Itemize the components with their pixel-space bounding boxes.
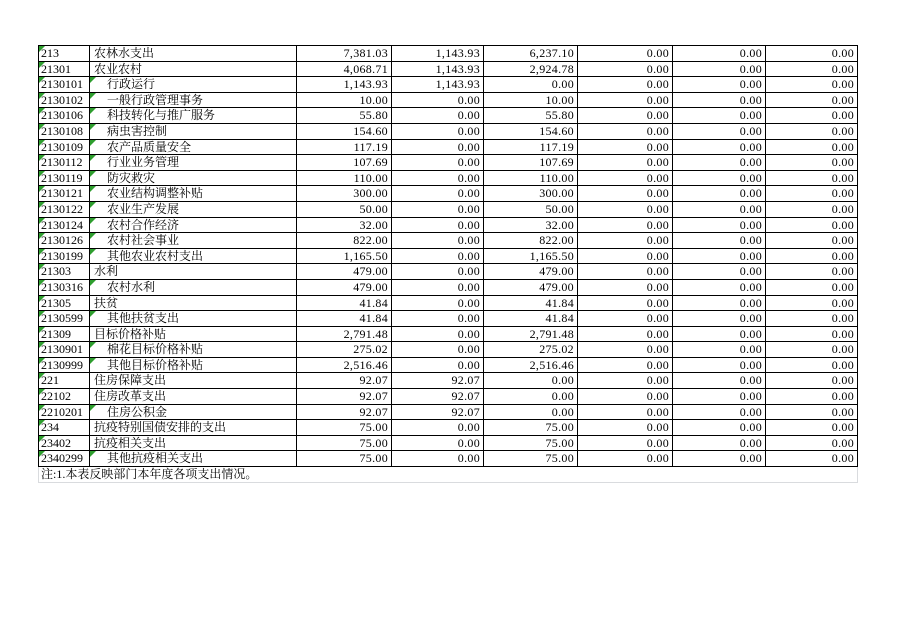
amount-cell[interactable]: 0.00 [392, 358, 484, 374]
amount-cell[interactable]: 275.02 [484, 342, 578, 358]
amount-cell[interactable]: 2,924.78 [484, 62, 578, 78]
excel-error-triangle-icon [39, 62, 45, 68]
code-cell[interactable]: 2130999 [39, 358, 90, 374]
table-row [39, 218, 858, 234]
excel-error-triangle-icon [39, 93, 45, 99]
amount-cell[interactable]: 0.00 [766, 202, 858, 218]
amount-cell[interactable]: 0.00 [766, 93, 858, 109]
excel-error-triangle-icon [90, 140, 96, 146]
amount-cell[interactable]: 107.69 [484, 155, 578, 171]
amount-cell[interactable]: 92.07 [297, 389, 392, 405]
amount-cell[interactable]: 0.00 [673, 233, 766, 249]
amount-cell[interactable]: 7,381.03 [297, 46, 392, 62]
excel-error-triangle-icon [90, 171, 96, 177]
amount-cell[interactable]: 0.00 [673, 77, 766, 93]
code-cell[interactable]: 21303 [39, 264, 90, 280]
amount-cell[interactable]: 0.00 [673, 202, 766, 218]
excel-error-triangle-icon [39, 233, 45, 239]
code-cell[interactable]: 21301 [39, 62, 90, 78]
amount-cell[interactable]: 0.00 [484, 373, 578, 389]
code-cell[interactable]: 2130106 [39, 108, 90, 124]
code-cell[interactable]: 23402 [39, 436, 90, 452]
excel-error-triangle-icon [90, 311, 96, 317]
excel-error-triangle-icon [90, 108, 96, 114]
excel-error-triangle-icon [39, 249, 45, 255]
item-name-cell[interactable]: 农业生产发展 [90, 202, 297, 218]
amount-cell[interactable]: 0.00 [392, 451, 484, 467]
amount-cell[interactable]: 0.00 [766, 62, 858, 78]
item-name-cell[interactable]: 农村社会事业 [90, 233, 297, 249]
excel-error-triangle-icon [39, 296, 45, 302]
amount-cell[interactable]: 55.80 [297, 108, 392, 124]
excel-error-triangle-icon [90, 405, 96, 411]
amount-cell[interactable]: 0.00 [392, 420, 484, 436]
code-cell[interactable]: 221 [39, 373, 90, 389]
amount-cell[interactable]: 479.00 [297, 264, 392, 280]
excel-error-triangle-icon [39, 264, 45, 270]
amount-cell[interactable]: 0.00 [578, 405, 673, 421]
amount-cell[interactable]: 0.00 [484, 405, 578, 421]
item-name-cell[interactable]: 水利 [90, 264, 297, 280]
amount-cell[interactable]: 0.00 [766, 264, 858, 280]
excel-error-triangle-icon [90, 249, 96, 255]
amount-cell[interactable]: 1,143.93 [392, 46, 484, 62]
excel-error-triangle-icon [90, 233, 96, 239]
amount-cell[interactable]: 0.00 [766, 218, 858, 234]
amount-cell[interactable]: 0.00 [392, 93, 484, 109]
code-cell[interactable]: 2210201 [39, 405, 90, 421]
item-name-cell[interactable]: 农林水支出 [90, 46, 297, 62]
item-name-cell[interactable]: 防灾救灾 [90, 171, 297, 187]
amount-cell[interactable]: 0.00 [673, 342, 766, 358]
amount-cell[interactable]: 1,165.50 [484, 249, 578, 265]
amount-cell[interactable]: 0.00 [392, 342, 484, 358]
amount-cell[interactable]: 0.00 [578, 436, 673, 452]
amount-cell[interactable]: 0.00 [673, 296, 766, 312]
amount-cell[interactable]: 0.00 [673, 249, 766, 265]
amount-cell[interactable]: 0.00 [392, 108, 484, 124]
amount-cell[interactable]: 50.00 [297, 202, 392, 218]
amount-cell[interactable]: 117.19 [484, 140, 578, 156]
excel-error-triangle-icon [39, 77, 45, 83]
excel-error-triangle-icon [90, 93, 96, 99]
amount-cell[interactable]: 0.00 [392, 296, 484, 312]
item-name-cell[interactable]: 其他农业农村支出 [90, 249, 297, 265]
amount-cell[interactable]: 1,143.93 [392, 77, 484, 93]
amount-cell[interactable]: 0.00 [673, 218, 766, 234]
code-cell[interactable]: 2130199 [39, 249, 90, 265]
item-name-cell[interactable]: 农业结构调整补贴 [90, 186, 297, 202]
amount-cell[interactable]: 75.00 [297, 436, 392, 452]
amount-cell[interactable]: 0.00 [673, 140, 766, 156]
amount-cell[interactable]: 0.00 [673, 93, 766, 109]
excel-error-triangle-icon [39, 420, 45, 426]
table-footnote[interactable]: 注:1.本表反映部门本年度各项支出情况。 [38, 467, 858, 483]
amount-cell[interactable]: 92.07 [392, 405, 484, 421]
amount-cell[interactable]: 0.00 [578, 373, 673, 389]
amount-cell[interactable]: 107.69 [297, 155, 392, 171]
amount-cell[interactable]: 32.00 [297, 218, 392, 234]
amount-cell[interactable]: 0.00 [766, 186, 858, 202]
amount-cell[interactable]: 0.00 [392, 124, 484, 140]
item-name-cell[interactable]: 抗疫特别国债安排的支出 [90, 420, 297, 436]
amount-cell[interactable]: 50.00 [484, 202, 578, 218]
item-name-cell[interactable]: 目标价格补贴 [90, 327, 297, 343]
amount-cell[interactable]: 92.07 [392, 373, 484, 389]
table-row [39, 93, 858, 109]
amount-cell[interactable]: 0.00 [578, 77, 673, 93]
amount-cell[interactable]: 4,068.71 [297, 62, 392, 78]
amount-cell[interactable]: 0.00 [673, 311, 766, 327]
excel-error-triangle-icon [39, 140, 45, 146]
amount-cell[interactable]: 0.00 [578, 93, 673, 109]
amount-cell[interactable]: 0.00 [673, 327, 766, 343]
amount-cell[interactable]: 0.00 [766, 171, 858, 187]
table-row [39, 202, 858, 218]
amount-cell[interactable]: 479.00 [484, 280, 578, 296]
item-name-cell[interactable]: 行业业务管理 [90, 155, 297, 171]
amount-cell[interactable]: 0.00 [484, 77, 578, 93]
amount-cell[interactable]: 0.00 [673, 171, 766, 187]
table-row [39, 296, 858, 312]
amount-cell[interactable]: 1,143.93 [392, 62, 484, 78]
amount-cell[interactable]: 117.19 [297, 140, 392, 156]
amount-cell[interactable]: 0.00 [673, 264, 766, 280]
item-name-cell[interactable]: 农产品质量安全 [90, 140, 297, 156]
table-row [39, 358, 858, 374]
item-name-cell[interactable]: 农村合作经济 [90, 218, 297, 234]
amount-cell[interactable]: 275.02 [297, 342, 392, 358]
table-row [39, 108, 858, 124]
excel-error-triangle-icon [90, 342, 96, 348]
amount-cell[interactable]: 110.00 [484, 171, 578, 187]
amount-cell[interactable]: 0.00 [578, 389, 673, 405]
code-cell[interactable]: 2130109 [39, 140, 90, 156]
code-cell[interactable]: 2130119 [39, 171, 90, 187]
amount-cell[interactable]: 0.00 [766, 155, 858, 171]
table-row [39, 405, 858, 421]
item-name-cell[interactable]: 其他抗疫相关支出 [90, 451, 297, 467]
amount-cell[interactable]: 0.00 [578, 327, 673, 343]
table-row [39, 280, 858, 296]
amount-cell[interactable]: 0.00 [766, 342, 858, 358]
code-cell[interactable]: 2340299 [39, 451, 90, 467]
amount-cell[interactable]: 92.07 [297, 405, 392, 421]
amount-cell[interactable]: 2,791.48 [484, 327, 578, 343]
excel-error-triangle-icon [90, 451, 96, 457]
amount-cell[interactable]: 0.00 [392, 140, 484, 156]
amount-cell[interactable]: 0.00 [766, 77, 858, 93]
table-row [39, 389, 858, 405]
excel-error-triangle-icon [39, 436, 45, 442]
excel-error-triangle-icon [90, 124, 96, 130]
amount-cell[interactable]: 0.00 [766, 373, 858, 389]
amount-cell[interactable]: 0.00 [578, 186, 673, 202]
excel-error-triangle-icon [39, 342, 45, 348]
item-name-cell[interactable]: 其他扶贫支出 [90, 311, 297, 327]
amount-cell[interactable]: 0.00 [673, 373, 766, 389]
code-cell[interactable]: 21309 [39, 327, 90, 343]
amount-cell[interactable]: 0.00 [578, 311, 673, 327]
amount-cell[interactable]: 0.00 [766, 296, 858, 312]
amount-cell[interactable]: 0.00 [578, 296, 673, 312]
amount-cell[interactable]: 75.00 [484, 436, 578, 452]
item-name-cell[interactable]: 行政运行 [90, 77, 297, 93]
amount-cell[interactable]: 0.00 [766, 311, 858, 327]
amount-cell[interactable]: 0.00 [766, 389, 858, 405]
amount-cell[interactable]: 0.00 [766, 124, 858, 140]
amount-cell[interactable]: 0.00 [673, 280, 766, 296]
code-cell[interactable]: 213 [39, 46, 90, 62]
amount-cell[interactable]: 75.00 [297, 420, 392, 436]
amount-cell[interactable]: 0.00 [578, 358, 673, 374]
excel-error-triangle-icon [90, 77, 96, 83]
excel-error-triangle-icon [90, 218, 96, 224]
excel-error-triangle-icon [39, 451, 45, 457]
amount-cell[interactable]: 0.00 [392, 436, 484, 452]
amount-cell[interactable]: 0.00 [578, 202, 673, 218]
table-row [39, 249, 858, 265]
code-cell[interactable]: 21305 [39, 296, 90, 312]
amount-cell[interactable]: 41.84 [297, 296, 392, 312]
amount-cell[interactable]: 0.00 [578, 140, 673, 156]
amount-cell[interactable]: 32.00 [484, 218, 578, 234]
amount-cell[interactable]: 110.00 [297, 171, 392, 187]
excel-error-triangle-icon [39, 373, 45, 379]
amount-cell[interactable]: 0.00 [673, 124, 766, 140]
code-cell[interactable]: 2130599 [39, 311, 90, 327]
amount-cell[interactable]: 75.00 [484, 451, 578, 467]
amount-cell[interactable]: 0.00 [766, 451, 858, 467]
amount-cell[interactable]: 75.00 [297, 451, 392, 467]
excel-error-triangle-icon [39, 202, 45, 208]
amount-cell[interactable]: 0.00 [392, 155, 484, 171]
amount-cell[interactable]: 0.00 [392, 233, 484, 249]
amount-cell[interactable]: 92.07 [297, 373, 392, 389]
table-row [39, 436, 858, 452]
table-row [39, 373, 858, 389]
table-row [39, 451, 858, 467]
item-name-cell[interactable]: 其他目标价格补贴 [90, 358, 297, 374]
amount-cell[interactable]: 0.00 [766, 327, 858, 343]
code-cell[interactable]: 234 [39, 420, 90, 436]
amount-cell[interactable]: 0.00 [578, 420, 673, 436]
code-cell[interactable]: 2130122 [39, 202, 90, 218]
amount-cell[interactable]: 6,237.10 [484, 46, 578, 62]
amount-cell[interactable]: 0.00 [392, 264, 484, 280]
amount-cell[interactable]: 1,165.50 [297, 249, 392, 265]
table-row [39, 124, 858, 140]
excel-error-triangle-icon [39, 389, 45, 395]
excel-error-triangle-icon [39, 218, 45, 224]
amount-cell[interactable]: 0.00 [766, 140, 858, 156]
amount-cell[interactable]: 0.00 [578, 108, 673, 124]
table-row [39, 77, 858, 93]
excel-error-triangle-icon [39, 280, 45, 286]
excel-error-triangle-icon [90, 186, 96, 192]
amount-cell[interactable]: 0.00 [766, 405, 858, 421]
amount-cell[interactable]: 0.00 [673, 62, 766, 78]
amount-cell[interactable]: 0.00 [578, 155, 673, 171]
amount-cell[interactable]: 479.00 [297, 280, 392, 296]
amount-cell[interactable]: 822.00 [484, 233, 578, 249]
item-name-cell[interactable]: 科技转化与推广服务 [90, 108, 297, 124]
amount-cell[interactable]: 300.00 [297, 186, 392, 202]
amount-cell[interactable]: 0.00 [673, 420, 766, 436]
amount-cell[interactable]: 0.00 [673, 436, 766, 452]
amount-cell[interactable]: 10.00 [484, 93, 578, 109]
amount-cell[interactable]: 41.84 [484, 311, 578, 327]
amount-cell[interactable]: 0.00 [392, 280, 484, 296]
amount-cell[interactable]: 300.00 [484, 186, 578, 202]
excel-error-triangle-icon [90, 202, 96, 208]
excel-error-triangle-icon [39, 108, 45, 114]
excel-error-triangle-icon [90, 358, 96, 364]
amount-cell[interactable]: 0.00 [578, 264, 673, 280]
amount-cell[interactable]: 2,516.46 [484, 358, 578, 374]
item-name-cell[interactable]: 住房保障支出 [90, 373, 297, 389]
table-row [39, 186, 858, 202]
excel-error-triangle-icon [90, 155, 96, 161]
excel-error-triangle-icon [39, 327, 45, 333]
amount-cell[interactable]: 1,143.93 [297, 77, 392, 93]
table-row [39, 311, 858, 327]
item-name-cell[interactable]: 棉花目标价格补贴 [90, 342, 297, 358]
amount-cell[interactable]: 0.00 [392, 171, 484, 187]
amount-cell[interactable]: 0.00 [673, 186, 766, 202]
table-row [39, 155, 858, 171]
item-name-cell[interactable]: 抗疫相关支出 [90, 436, 297, 452]
amount-cell[interactable]: 0.00 [392, 311, 484, 327]
amount-cell[interactable]: 0.00 [578, 280, 673, 296]
amount-cell[interactable]: 0.00 [673, 405, 766, 421]
excel-error-triangle-icon [39, 186, 45, 192]
amount-cell[interactable]: 92.07 [392, 389, 484, 405]
excel-error-triangle-icon [90, 280, 96, 286]
amount-cell[interactable]: 0.00 [392, 327, 484, 343]
amount-cell[interactable]: 0.00 [392, 186, 484, 202]
code-cell[interactable]: 2130108 [39, 124, 90, 140]
amount-cell[interactable]: 0.00 [578, 124, 673, 140]
amount-cell[interactable]: 0.00 [673, 155, 766, 171]
amount-cell[interactable]: 0.00 [766, 280, 858, 296]
table-row [39, 233, 858, 249]
item-name-cell[interactable]: 一般行政管理事务 [90, 93, 297, 109]
excel-error-triangle-icon [39, 46, 45, 52]
excel-error-triangle-icon [39, 124, 45, 130]
item-name-cell[interactable]: 住房公积金 [90, 405, 297, 421]
amount-cell[interactable]: 0.00 [766, 420, 858, 436]
code-cell[interactable]: 2130901 [39, 342, 90, 358]
amount-cell[interactable]: 0.00 [673, 108, 766, 124]
table-row [39, 327, 858, 343]
amount-cell[interactable]: 0.00 [673, 451, 766, 467]
amount-cell[interactable]: 0.00 [766, 436, 858, 452]
amount-cell[interactable]: 479.00 [484, 264, 578, 280]
code-cell[interactable]: 2130101 [39, 77, 90, 93]
amount-cell[interactable]: 0.00 [766, 46, 858, 62]
amount-cell[interactable]: 0.00 [578, 62, 673, 78]
code-cell[interactable]: 2130112 [39, 155, 90, 171]
excel-error-triangle-icon [39, 311, 45, 317]
amount-cell[interactable]: 0.00 [578, 342, 673, 358]
table-row [39, 140, 858, 156]
excel-error-triangle-icon [39, 405, 45, 411]
table-row [39, 62, 858, 78]
code-cell[interactable]: 2130102 [39, 93, 90, 109]
excel-error-triangle-icon [39, 358, 45, 364]
item-name-cell[interactable]: 农业农村 [90, 62, 297, 78]
amount-cell[interactable]: 0.00 [578, 233, 673, 249]
amount-cell[interactable]: 2,791.48 [297, 327, 392, 343]
code-cell[interactable]: 2130126 [39, 233, 90, 249]
budget-expenditure-table [38, 45, 858, 467]
amount-cell[interactable]: 0.00 [392, 218, 484, 234]
amount-cell[interactable]: 0.00 [766, 249, 858, 265]
excel-error-triangle-icon [39, 155, 45, 161]
amount-cell[interactable]: 2,516.46 [297, 358, 392, 374]
amount-cell[interactable]: 0.00 [392, 202, 484, 218]
table-row [39, 342, 858, 358]
code-cell[interactable]: 2130124 [39, 218, 90, 234]
code-cell[interactable]: 22102 [39, 389, 90, 405]
amount-cell[interactable]: 0.00 [578, 171, 673, 187]
table-row [39, 171, 858, 187]
amount-cell[interactable]: 0.00 [766, 358, 858, 374]
amount-cell[interactable]: 822.00 [297, 233, 392, 249]
amount-cell[interactable]: 55.80 [484, 108, 578, 124]
excel-error-triangle-icon [39, 171, 45, 177]
amount-cell[interactable]: 0.00 [673, 46, 766, 62]
amount-cell[interactable]: 154.60 [297, 124, 392, 140]
code-cell[interactable]: 2130121 [39, 186, 90, 202]
amount-cell[interactable]: 154.60 [484, 124, 578, 140]
amount-cell[interactable]: 0.00 [392, 249, 484, 265]
item-name-cell[interactable]: 农村水利 [90, 280, 297, 296]
amount-cell[interactable]: 0.00 [766, 108, 858, 124]
table-row [39, 46, 858, 62]
amount-cell[interactable]: 0.00 [766, 233, 858, 249]
table-row [39, 264, 858, 280]
amount-cell[interactable]: 75.00 [484, 420, 578, 436]
amount-cell[interactable]: 41.84 [484, 296, 578, 312]
amount-cell[interactable]: 0.00 [578, 249, 673, 265]
item-name-cell[interactable]: 住房改革支出 [90, 389, 297, 405]
amount-cell[interactable]: 0.00 [578, 451, 673, 467]
amount-cell[interactable]: 0.00 [578, 218, 673, 234]
amount-cell[interactable]: 0.00 [673, 389, 766, 405]
amount-cell[interactable]: 41.84 [297, 311, 392, 327]
amount-cell[interactable]: 0.00 [578, 46, 673, 62]
table-row [39, 420, 858, 436]
item-name-cell[interactable]: 扶贫 [90, 296, 297, 312]
code-cell[interactable]: 2130316 [39, 280, 90, 296]
item-name-cell[interactable]: 病虫害控制 [90, 124, 297, 140]
spreadsheet [38, 45, 859, 483]
amount-cell[interactable]: 0.00 [484, 389, 578, 405]
amount-cell[interactable]: 0.00 [673, 358, 766, 374]
amount-cell[interactable]: 10.00 [297, 93, 392, 109]
